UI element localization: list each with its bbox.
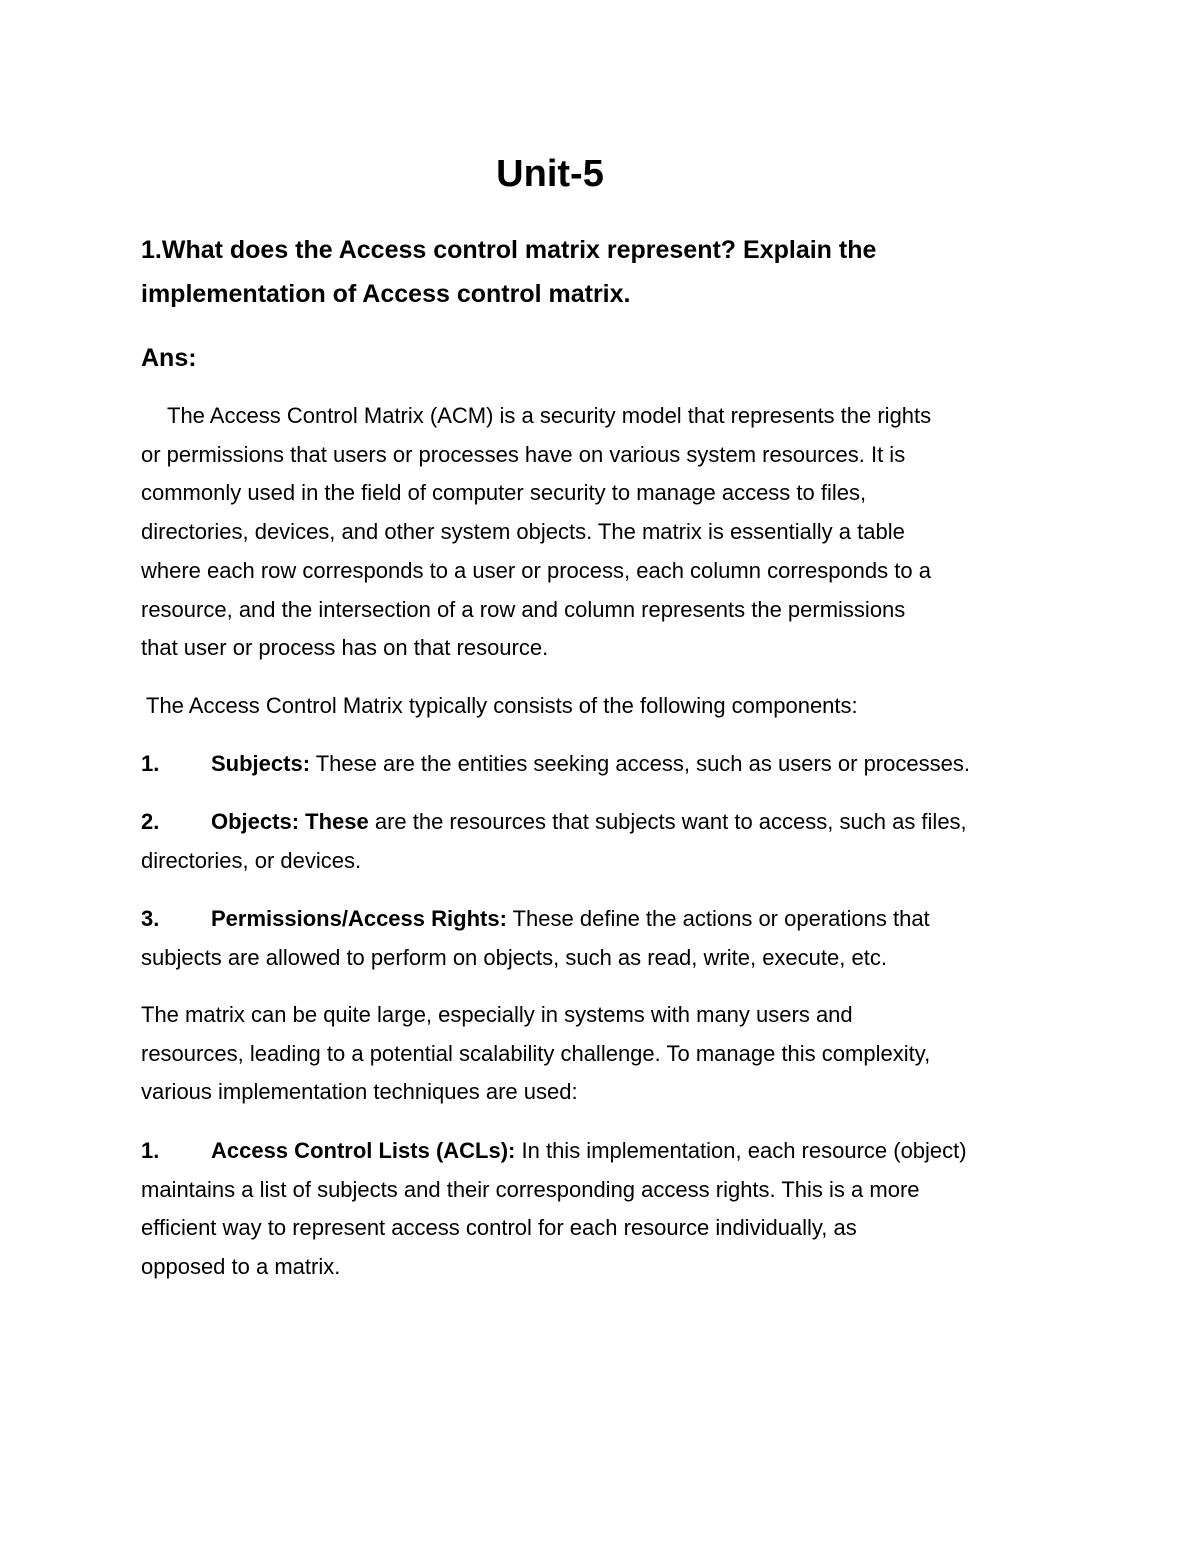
intro-line: commonly used in the field of computer security to manage access to files,: [141, 480, 867, 506]
component-line: [141, 745, 1071, 784]
list-number: 1.: [141, 751, 160, 776]
intro-line: or permissions that users or processes have on various system resources. It is: [141, 441, 906, 467]
intro-line: The Access Control Matrix (ACM) is a security model that represents the rights: [167, 403, 932, 428]
list-number: 3.: [141, 906, 160, 931]
component-text: subjects are allowed to perform on objects, such as read, write, execute, etc.: [141, 944, 887, 970]
components-intro-line: The Access Control Matrix typically consists of the following components:: [146, 693, 858, 718]
scalability-paragraph: [141, 996, 1071, 1112]
component-text: These define the actions or operations that: [506, 906, 930, 931]
question-line-1: 1.What does the Access control matrix represent? Explain the: [141, 236, 877, 264]
component-text: directories, or devices.: [141, 847, 362, 873]
component-text: These are the entities seeking access, such as users or processes.: [310, 751, 970, 776]
technique-text: maintains a list of subjects and their corresponding access rights. This is a more: [141, 1176, 920, 1202]
technique-text: opposed to a matrix.: [141, 1254, 341, 1280]
technique-text: efficient way to represent access control for each resource individually, as: [141, 1215, 857, 1241]
intro-paragraph: [141, 397, 1071, 668]
intro-line: that user or process has on that resource.: [141, 635, 549, 661]
component-term: Permissions/Access Rights:: [211, 906, 507, 931]
components-intro: [141, 687, 1071, 726]
list-number: 2.: [141, 809, 160, 834]
list-number: 1.: [141, 1138, 160, 1163]
component-line: [141, 803, 1071, 842]
scalability-line: resources, leading to a potential scalability challenge. To manage this complexity,: [141, 1040, 931, 1066]
answer-label: Ans:: [141, 344, 197, 372]
question-line-2: implementation of Access control matrix.: [141, 280, 631, 308]
intro-line: directories, devices, and other system objects. The matrix is essentially a table: [141, 519, 905, 545]
component-text: are the resources that subjects want to access, such as files,: [368, 809, 967, 834]
intro-line: resource, and the intersection of a row and column represents the permissions: [141, 596, 906, 622]
scalability-line: various implementation techniques are used:: [141, 1079, 578, 1105]
technique-item: [141, 1132, 1071, 1287]
component-line: [141, 900, 1071, 939]
technique-text: In this implementation, each resource (object): [515, 1138, 967, 1163]
intro-line: where each row corresponds to a user or process, each column corresponds to a: [141, 557, 931, 583]
technique-term: Access Control Lists (ACLs):: [211, 1138, 516, 1163]
scalability-line: The matrix can be quite large, especially in systems with many users and: [141, 1002, 853, 1027]
page-title: Unit-5: [496, 153, 604, 195]
component-item: [141, 745, 1071, 784]
component-term: Subjects:: [211, 751, 311, 776]
component-item: [141, 900, 1071, 977]
component-term: Objects: These: [211, 809, 369, 834]
technique-line: [141, 1132, 1071, 1171]
question-heading: [141, 228, 1071, 316]
component-item: [141, 803, 1071, 880]
